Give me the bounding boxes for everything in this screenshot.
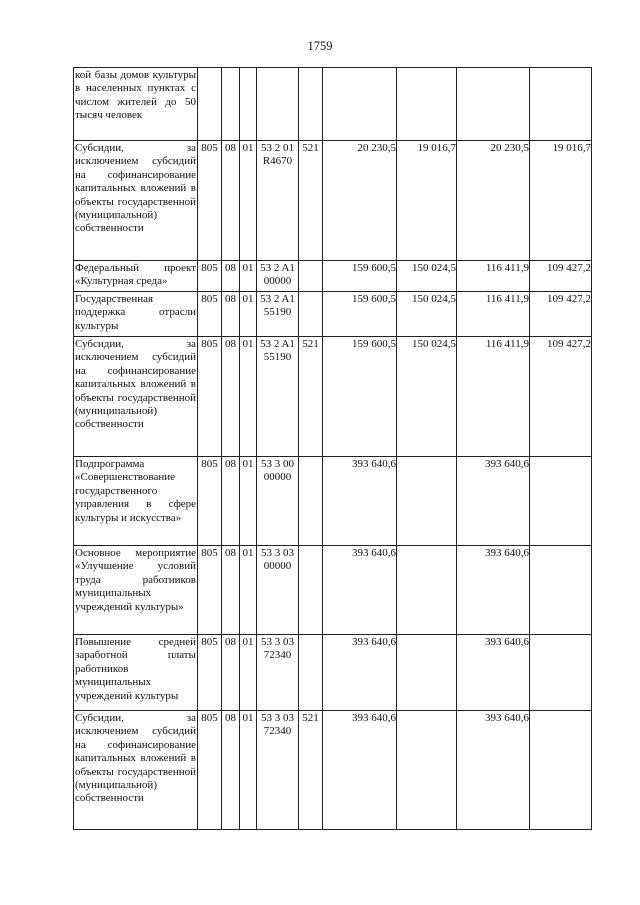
item-name: Субсидии, за исключением субсидий на софинансирование капитальных вложений в объекты государственной (муниципальной) собственности bbox=[74, 141, 198, 261]
amount-3: 393 640,6 bbox=[457, 711, 530, 830]
grbs-code bbox=[198, 68, 222, 141]
table-row bbox=[74, 141, 592, 261]
amount-4 bbox=[530, 457, 592, 546]
subsection-code: 01 bbox=[240, 457, 257, 546]
section-code: 08 bbox=[222, 292, 240, 337]
amount-2 bbox=[397, 546, 457, 635]
amount-1: 393 640,6 bbox=[323, 457, 397, 546]
expense-type-code: 521 bbox=[299, 711, 323, 830]
target-article-code bbox=[257, 68, 299, 141]
section-code: 08 bbox=[222, 337, 240, 457]
amount-1: 20 230,5 bbox=[323, 141, 397, 261]
section-code: 08 bbox=[222, 457, 240, 546]
target-article-code: 53 2 01 R4670 bbox=[257, 141, 299, 261]
expense-type-code bbox=[299, 457, 323, 546]
grbs-code: 805 bbox=[198, 546, 222, 635]
amount-2: 19 016,7 bbox=[397, 141, 457, 261]
amount-1: 393 640,6 bbox=[323, 546, 397, 635]
amount-2: 150 024,5 bbox=[397, 261, 457, 292]
amount-4: 109 427,2 bbox=[530, 337, 592, 457]
expense-type-code bbox=[299, 68, 323, 141]
amount-2 bbox=[397, 711, 457, 830]
budget-table bbox=[73, 67, 592, 830]
grbs-code: 805 bbox=[198, 141, 222, 261]
target-article-code: 53 3 03 00000 bbox=[257, 546, 299, 635]
item-name: Подпрограмма «Совершенствование государственного управления в сфере культуры и искусства» bbox=[74, 457, 198, 546]
amount-3: 393 640,6 bbox=[457, 635, 530, 711]
section-code: 08 bbox=[222, 261, 240, 292]
section-code: 08 bbox=[222, 546, 240, 635]
grbs-code: 805 bbox=[198, 261, 222, 292]
grbs-code: 805 bbox=[198, 635, 222, 711]
amount-1 bbox=[323, 68, 397, 141]
amount-1: 393 640,6 bbox=[323, 711, 397, 830]
amount-1: 159 600,5 bbox=[323, 292, 397, 337]
item-name: Субсидии, за исключением субсидий на софинансирование капитальных вложений в объекты государственной (муниципальной) собственности bbox=[74, 711, 198, 830]
table-row bbox=[74, 457, 592, 546]
section-code: 08 bbox=[222, 141, 240, 261]
table-row bbox=[74, 337, 592, 457]
target-article-code: 53 3 03 72340 bbox=[257, 635, 299, 711]
amount-3: 20 230,5 bbox=[457, 141, 530, 261]
grbs-code: 805 bbox=[198, 457, 222, 546]
amount-4 bbox=[530, 635, 592, 711]
subsection-code bbox=[240, 68, 257, 141]
amount-2 bbox=[397, 635, 457, 711]
table-row bbox=[74, 261, 592, 292]
amount-4 bbox=[530, 711, 592, 830]
amount-1: 159 600,5 bbox=[323, 261, 397, 292]
expense-type-code: 521 bbox=[299, 337, 323, 457]
page-number: 1759 bbox=[307, 39, 333, 53]
table-row bbox=[74, 635, 592, 711]
amount-4: 109 427,2 bbox=[530, 292, 592, 337]
table-row bbox=[74, 292, 592, 337]
subsection-code: 01 bbox=[240, 635, 257, 711]
target-article-code: 53 3 03 72340 bbox=[257, 711, 299, 830]
item-name: Субсидии, за исключением субсидий на софинансирование капитальных вложений в объекты государственной (муниципальной) собственности bbox=[74, 337, 198, 457]
target-article-code: 53 2 A1 00000 bbox=[257, 261, 299, 292]
subsection-code: 01 bbox=[240, 711, 257, 830]
amount-3: 393 640,6 bbox=[457, 546, 530, 635]
expense-type-code bbox=[299, 546, 323, 635]
amount-3: 393 640,6 bbox=[457, 457, 530, 546]
amount-4: 109 427,2 bbox=[530, 261, 592, 292]
amount-4 bbox=[530, 68, 592, 141]
grbs-code: 805 bbox=[198, 292, 222, 337]
item-name: Основное мероприятие «Улучшение условий труда работников муниципальных учреждений культуры» bbox=[74, 546, 198, 635]
amount-2 bbox=[397, 68, 457, 141]
table-row bbox=[74, 711, 592, 830]
amount-3: 116 411,9 bbox=[457, 292, 530, 337]
expense-type-code: 521 bbox=[299, 141, 323, 261]
subsection-code: 01 bbox=[240, 261, 257, 292]
table-row bbox=[74, 546, 592, 635]
amount-3 bbox=[457, 68, 530, 141]
expense-type-code bbox=[299, 261, 323, 292]
table-row bbox=[74, 68, 592, 141]
subsection-code: 01 bbox=[240, 141, 257, 261]
section-code: 08 bbox=[222, 635, 240, 711]
subsection-code: 01 bbox=[240, 292, 257, 337]
amount-2: 150 024,5 bbox=[397, 337, 457, 457]
section-code bbox=[222, 68, 240, 141]
subsection-code: 01 bbox=[240, 546, 257, 635]
section-code: 08 bbox=[222, 711, 240, 830]
amount-1: 159 600,5 bbox=[323, 337, 397, 457]
amount-3: 116 411,9 bbox=[457, 261, 530, 292]
item-name: Федеральный проект «Культурная среда» bbox=[74, 261, 198, 292]
amount-4: 19 016,7 bbox=[530, 141, 592, 261]
item-name: кой базы домов культуры в населенных пунктах с числом жителей до 50 тысяч человек bbox=[74, 68, 198, 141]
target-article-code: 53 2 A1 55190 bbox=[257, 337, 299, 457]
expense-type-code bbox=[299, 635, 323, 711]
amount-3: 116 411,9 bbox=[457, 337, 530, 457]
amount-4 bbox=[530, 546, 592, 635]
amount-2: 150 024,5 bbox=[397, 292, 457, 337]
item-name: Повышение средней заработной платы работников муниципальных учреждений культуры bbox=[74, 635, 198, 711]
amount-1: 393 640,6 bbox=[323, 635, 397, 711]
grbs-code: 805 bbox=[198, 337, 222, 457]
expense-type-code bbox=[299, 292, 323, 337]
amount-2 bbox=[397, 457, 457, 546]
target-article-code: 53 3 00 00000 bbox=[257, 457, 299, 546]
grbs-code: 805 bbox=[198, 711, 222, 830]
item-name: Государственная поддержка отрасли культуры bbox=[74, 292, 198, 337]
subsection-code: 01 bbox=[240, 337, 257, 457]
target-article-code: 53 2 A1 55190 bbox=[257, 292, 299, 337]
